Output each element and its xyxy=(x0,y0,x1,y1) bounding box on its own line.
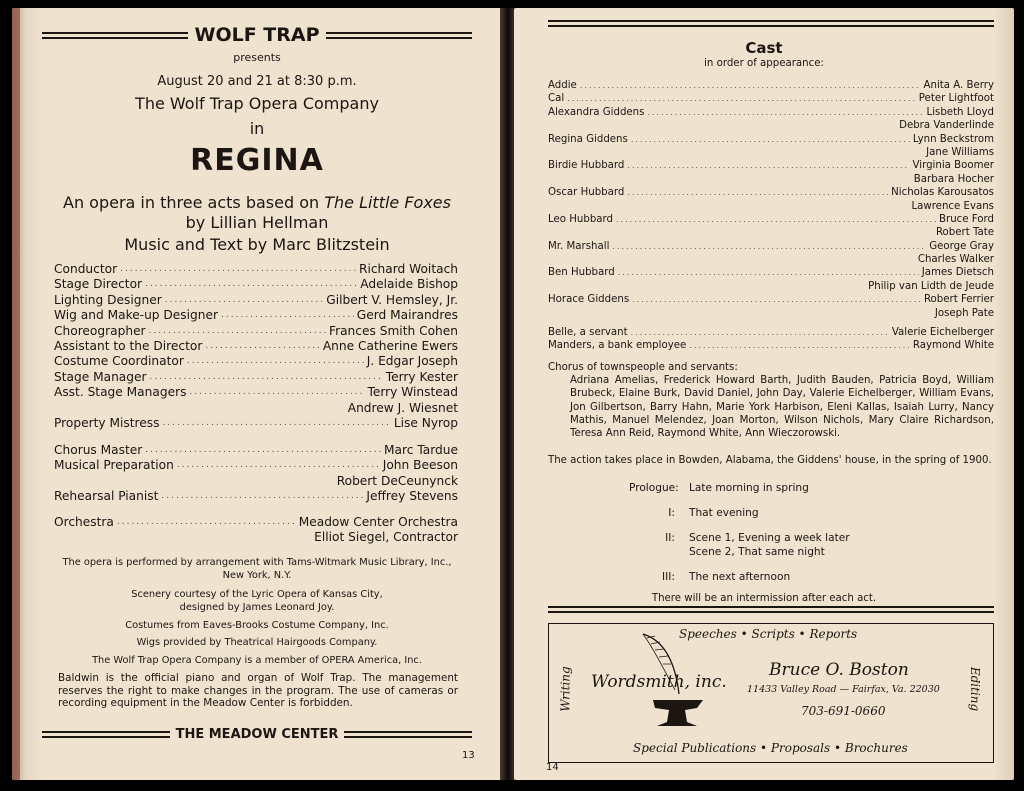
note-wigs: Wigs provided by Theatrical Hairgoods Company. xyxy=(136,637,378,648)
credit-name: Terry Winstead xyxy=(367,385,458,400)
credit-row xyxy=(548,106,994,119)
credit-name: Charles Walker xyxy=(917,254,994,266)
date-line: August 20 and 21 at 8:30 p.m. xyxy=(157,74,357,89)
author-line: by Lillian Hellman xyxy=(185,213,329,232)
credit-role: Stage Manager xyxy=(54,369,147,384)
credit-role: Regina Giddens xyxy=(548,133,628,145)
ad-service: Speeches xyxy=(679,627,737,641)
leader-dots xyxy=(616,213,936,226)
in-text: in xyxy=(249,119,265,138)
credits-list xyxy=(54,262,458,431)
credit-name: Bruce Ford xyxy=(939,213,994,225)
chorus-section xyxy=(548,361,994,440)
act-line: Scene 1, Evening a week later xyxy=(689,532,850,544)
acts-list xyxy=(629,481,850,595)
act-description xyxy=(689,570,790,584)
credit-row xyxy=(54,293,458,308)
ad-top-line: Speeches • Scripts • Reports xyxy=(679,627,858,641)
credit-role: Belle, a servant xyxy=(548,327,628,338)
credit-row xyxy=(548,226,994,239)
credit-name: George Gray xyxy=(929,240,994,252)
credit-name: Richard Woitach xyxy=(358,262,458,276)
ad-right-side: Editing xyxy=(967,666,982,712)
credit-role: Horace Giddens xyxy=(548,294,630,306)
act-line: Scene 2, That same night xyxy=(689,546,825,558)
credit-name: Terry Kester xyxy=(385,369,458,384)
credit-name: Adelaide Bishop xyxy=(360,277,458,292)
act-label: III: xyxy=(662,571,675,583)
baldwin-notice: Baldwin is the official piano and organ of Wolf Trap. The management reserves the right to make changes in the program. The use of cameras or recording equipment in the Meadow Center is forbidden. xyxy=(58,672,458,710)
credit-name: Jeffrey Stevens xyxy=(366,489,458,504)
ad-service: Proposals xyxy=(770,741,831,755)
credit-row xyxy=(548,200,994,213)
leader-dots xyxy=(580,79,921,92)
credit-row xyxy=(548,326,994,339)
leader-dots xyxy=(647,106,923,119)
act-description xyxy=(689,531,850,559)
leader-dots xyxy=(205,339,319,354)
credit-role: Ben Hubbard xyxy=(548,267,615,279)
credit-role: Chorus Master xyxy=(54,443,143,457)
credit-row xyxy=(54,262,458,277)
ad-company-name: Wordsmith, inc. xyxy=(591,672,727,692)
credit-row xyxy=(548,173,994,186)
credit-row xyxy=(54,324,458,339)
bottom-banner xyxy=(42,727,472,742)
credit-role: Lighting Designer xyxy=(54,292,162,307)
credit-name: Jane Williams xyxy=(926,146,994,158)
ad-service: Special Publications xyxy=(633,741,757,755)
credit-name: Virginia Boomer xyxy=(912,160,994,172)
credit-name: Robert DeCeunynck xyxy=(336,473,458,488)
credit-row xyxy=(54,443,458,458)
credit-role: Musical Preparation xyxy=(54,458,174,473)
credit-name: Lawrence Evans xyxy=(911,200,994,212)
credit-role: Addie xyxy=(548,80,577,91)
credit-role: Costume Coordinator xyxy=(54,354,184,369)
note-costumes: Costumes from Eaves-Brooks Costume Company, Inc. xyxy=(125,620,389,631)
credit-name: Robert Ferrier xyxy=(923,294,994,306)
credit-row xyxy=(54,401,458,416)
act-row xyxy=(629,570,850,584)
page-number: 14 xyxy=(546,762,559,773)
credit-row xyxy=(54,385,458,400)
act-label: II: xyxy=(665,532,675,544)
credit-name: Lynn Beckstrom xyxy=(912,133,994,145)
act-line: The next afternoon xyxy=(689,571,791,583)
credit-role: Manders, a bank employee xyxy=(548,340,687,352)
ad-address: 11433 Valley Road — Fairfax, Va. 22030 xyxy=(747,684,940,695)
credit-role: Asst. Stage Managers xyxy=(54,385,187,400)
orchestra-credit xyxy=(54,515,458,546)
note-line: The opera is performed by arrangement with Tams-Witmark Music Library, Inc., xyxy=(62,557,452,568)
credit-role: Mr. Marshall xyxy=(548,240,610,252)
action-setting: The action takes place in Bowden, Alabama, the Giddens' house, in the spring of 1900. xyxy=(548,455,992,466)
leader-dots xyxy=(161,489,363,504)
leader-dots xyxy=(145,443,381,458)
leader-dots xyxy=(632,293,921,306)
credit-row xyxy=(548,266,994,279)
wolf-trap-heading: WOLF TRAP xyxy=(194,24,320,46)
leader-dots xyxy=(165,293,324,308)
credit-row xyxy=(548,307,994,320)
leader-dots xyxy=(612,240,926,253)
meadow-center-heading: THE MEADOW CENTER xyxy=(175,727,339,742)
act-label: Prologue: xyxy=(629,482,679,494)
credit-role: Assistant to the Director xyxy=(54,338,203,353)
leader-dots xyxy=(627,159,909,172)
credit-row xyxy=(548,159,994,172)
credit-role: Rehearsal Pianist xyxy=(54,489,159,504)
leader-dots xyxy=(149,324,326,339)
opera-title: REGINA xyxy=(190,143,324,178)
chorus-names: Adriana Amelias, Frederick Howard Barth, Judith Bauden, Patricia Boyd, William Brubeck, Elaine Burk, David Daniel, John Day, Valerie Eichelberger, William Evans, Jon Gilbertson, Barry Hahn, Marie York Harbison, Eleni Kallas, Isaiah Lurry, Nancy Mathis, Manuel Melendez, Joan Morton, Wilson Nichols, Mary Claire Richardson, Teresa Ann Reid, Raymond White, Ann Wieczorowski. xyxy=(570,375,994,440)
credit-name: Andrew J. Wiesnet xyxy=(347,400,458,415)
credit-name: Valerie Eichelberger xyxy=(891,327,994,338)
credit-role: Birdie Hubbard xyxy=(548,160,625,172)
banner-rule-right xyxy=(344,731,472,738)
act-line: Late morning in spring xyxy=(689,482,809,494)
credit-role: Oscar Hubbard xyxy=(548,187,625,199)
credit-row xyxy=(54,530,458,545)
credit-row xyxy=(54,277,458,292)
leader-dots xyxy=(189,385,364,400)
note-line: designed by James Leonard Joy. xyxy=(179,602,335,613)
chorus-label: Chorus of townspeople and servants: xyxy=(548,362,738,373)
page-number: 13 xyxy=(462,750,475,761)
leader-dots xyxy=(177,458,380,473)
credit-name: Marc Tardue xyxy=(384,443,458,457)
act-row xyxy=(629,531,850,559)
credit-role: Conductor xyxy=(54,262,118,276)
credit-name: J. Edgar Joseph xyxy=(366,354,458,369)
credit-row xyxy=(548,293,994,306)
company-name: The Wolf Trap Opera Company xyxy=(135,94,379,113)
credit-role: Alexandra Giddens xyxy=(548,106,645,118)
credit-row xyxy=(54,370,458,385)
credit-name: Elliot Siegel, Contractor xyxy=(314,530,458,545)
credit-row xyxy=(54,474,458,489)
ad-service: Reports xyxy=(809,627,858,641)
credit-row xyxy=(54,416,458,431)
note-line: Scenery courtesy of the Lyric Opera of Kansas City, xyxy=(131,589,383,600)
credit-name: Gerd Mairandres xyxy=(356,308,458,323)
credit-role: Wig and Make-up Designer xyxy=(54,308,219,323)
credit-row xyxy=(548,79,994,92)
leader-dots xyxy=(631,326,889,339)
credit-role: Choreographer xyxy=(54,323,146,338)
credit-name: Anne Catherine Ewers xyxy=(322,338,458,353)
credit-name: Raymond White xyxy=(912,340,994,352)
note-opera-america: The Wolf Trap Opera Company is a member of OPERA America, Inc. xyxy=(92,655,422,666)
credit-name: Gilbert V. Hemsley, Jr. xyxy=(326,292,458,307)
credit-row xyxy=(548,133,994,146)
ad-person-name: Bruce O. Boston xyxy=(769,660,909,680)
leader-dots xyxy=(221,308,354,323)
credit-row xyxy=(548,119,994,132)
act-description xyxy=(689,506,759,520)
intermission-note: There will be an intermission after each act. xyxy=(651,593,877,604)
credit-name: Lisbeth Lloyd xyxy=(926,106,994,118)
leader-dots xyxy=(145,277,357,292)
top-banner xyxy=(42,24,472,46)
banner-rule-left xyxy=(42,731,170,738)
credit-row xyxy=(548,92,994,105)
credit-row xyxy=(548,146,994,159)
leader-dots xyxy=(631,133,910,146)
wordsmith-advertisement xyxy=(548,623,994,763)
cast-list-2 xyxy=(548,326,994,353)
leader-dots xyxy=(627,186,888,199)
credit-row xyxy=(54,339,458,354)
subtitle-text: An opera in three acts based on xyxy=(63,193,325,212)
credit-name: John Beeson xyxy=(382,458,458,473)
credit-role: Property Mistress xyxy=(54,415,160,430)
credit-role: Orchestra xyxy=(54,515,114,529)
cast-heading: Cast xyxy=(745,39,783,57)
credit-row xyxy=(548,339,994,352)
credit-name: Peter Lightfoot xyxy=(918,93,994,105)
leader-dots xyxy=(150,370,383,385)
credit-row xyxy=(54,458,458,473)
banner-rule-right xyxy=(326,32,472,39)
leader-dots xyxy=(567,92,916,105)
credit-name: Robert Tate xyxy=(935,227,994,239)
act-label: I: xyxy=(668,507,675,519)
subtitle-work: The Little Foxes xyxy=(324,193,451,212)
credit-row xyxy=(54,515,458,530)
left-page xyxy=(12,8,502,780)
top-double-rule xyxy=(548,20,994,27)
music-line: Music and Text by Marc Blitzstein xyxy=(124,235,390,254)
credit-name: Joseph Pate xyxy=(934,307,994,319)
opera-subtitle xyxy=(12,193,502,212)
note-tams xyxy=(52,556,462,582)
leader-dots xyxy=(120,262,356,277)
credit-name: Nicholas Karousatos xyxy=(891,187,994,199)
credit-name: Debra Vanderlinde xyxy=(899,120,994,132)
cast-list xyxy=(548,79,994,320)
banner-rule-left xyxy=(42,32,188,39)
credit-row xyxy=(54,489,458,504)
credit-row xyxy=(548,280,994,293)
ad-phone: 703-691-0660 xyxy=(801,704,886,718)
ad-service: Scripts xyxy=(751,627,795,641)
credit-row xyxy=(54,308,458,323)
cover-edge xyxy=(12,8,20,780)
credit-name: Barbara Hocher xyxy=(913,173,994,185)
credit-name: Frances Smith Cohen xyxy=(328,323,458,338)
act-row xyxy=(629,506,850,520)
credit-name: Philip van Lidth de Jeude xyxy=(868,280,994,292)
leader-dots xyxy=(162,416,390,431)
right-page xyxy=(514,8,1014,780)
ad-left-side: Writing xyxy=(558,666,573,712)
credit-row xyxy=(548,253,994,266)
ad-bottom-line: Special Publications • Proposals • Brochures xyxy=(633,741,908,755)
note-line: New York, N.Y. xyxy=(222,570,292,581)
bottom-double-rule xyxy=(548,606,994,613)
credit-name: James Dietsch xyxy=(921,267,994,279)
credit-row xyxy=(548,186,994,199)
credit-role: Cal xyxy=(548,93,565,105)
credit-row xyxy=(54,354,458,369)
note-scenery xyxy=(52,588,462,614)
leader-dots xyxy=(117,515,296,530)
ad-service: Brochures xyxy=(844,741,908,755)
leader-dots xyxy=(187,354,364,369)
presents-text: presents xyxy=(233,51,281,64)
credit-name: Anita A. Berry xyxy=(923,80,994,91)
credit-role: Stage Director xyxy=(54,277,143,292)
credit-name: Meadow Center Orchestra xyxy=(298,515,458,529)
act-description xyxy=(689,481,809,495)
act-line: That evening xyxy=(689,507,759,519)
credit-name: Lise Nyrop xyxy=(393,415,458,430)
leader-dots xyxy=(618,266,919,279)
act-row xyxy=(629,481,850,495)
leader-dots xyxy=(689,339,910,352)
credit-row xyxy=(548,213,994,226)
cast-subheading: in order of appearance: xyxy=(704,58,824,69)
credits-list-2 xyxy=(54,443,458,505)
credit-role: Leo Hubbard xyxy=(548,213,614,225)
credit-row xyxy=(548,240,994,253)
